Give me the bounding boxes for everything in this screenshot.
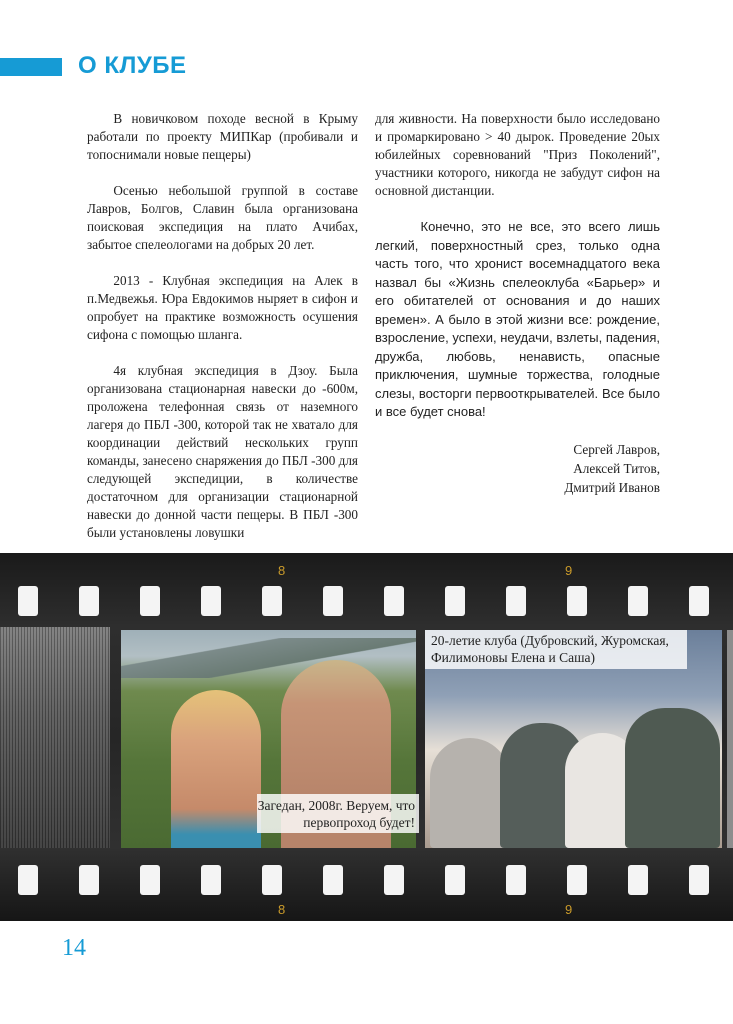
sprocket-hole (323, 586, 343, 616)
sprocket-hole (201, 865, 221, 895)
author-signatures (375, 440, 660, 497)
sprocket-hole (567, 865, 587, 895)
sprocket-hole (445, 865, 465, 895)
sprocket-hole (18, 865, 38, 895)
sprocket-hole (506, 865, 526, 895)
frame-number: 9 (565, 563, 573, 578)
article-left-column (87, 110, 358, 560)
sprocket-hole (323, 865, 343, 895)
frame-number: 9 (565, 902, 573, 917)
sprocket-hole (79, 586, 99, 616)
section-title: О КЛУБЕ (78, 52, 187, 79)
sprocket-hole (628, 586, 648, 616)
article-paragraph: В новичковом походе весной в Крыму работали по проекту МИПКар (пробивали и топоснимали новые пещеры) (87, 111, 358, 162)
photo-caption: Загедан, 2008г. Веруем, что первопроход будет! (257, 794, 419, 833)
sprocket-hole (140, 865, 160, 895)
article-paragraph: Осенью небольшой группой в составе Лавров, Болгов, Славин была организована поисковая экспедиция на плато Ачибах, забытое спелеологами на добрых 20 лет. (87, 183, 358, 252)
header-accent-bar (0, 58, 62, 76)
article-right-column (375, 110, 660, 497)
photo-grass-bw (0, 627, 110, 848)
author-name: Алексей Титов, (573, 460, 660, 476)
sprocket-hole (262, 865, 282, 895)
closing-paragraph: Конечно, это не все, это всего лишь легкий, поверхностный срез, только одна часть того, что хронист восемнадцатого века назвал бы «Жизнь спелеоклуба «Барьер» и его обитателей от основания и до наших времен». А было в этой жизни все: рождение, взросление, успехи, неудачи, взлеты, падения, дружба, любовь, ненависть, опасные приключения, шумные торжества, голодные слезы, восторги первооткрывателей. Все было и все будет снова! (375, 219, 660, 419)
sprocket-hole (445, 586, 465, 616)
sprocket-hole (628, 865, 648, 895)
sprocket-hole (384, 865, 404, 895)
sprocket-hole (18, 586, 38, 616)
sprocket-hole (689, 865, 709, 895)
author-name: Дмитрий Иванов (564, 479, 660, 495)
sprocket-hole (384, 586, 404, 616)
sprocket-hole (79, 865, 99, 895)
page-number: 14 (62, 935, 86, 961)
sprocket-hole (689, 586, 709, 616)
sprocket-hole (567, 586, 587, 616)
sprocket-hole (140, 586, 160, 616)
frame-number: 8 (278, 902, 286, 917)
frame-number: 8 (278, 563, 286, 578)
photo-edge-next-frame (727, 630, 733, 848)
article-paragraph: 4я клубная экспедиция в Дзоу. Была организована стационарная навески до -600м, проложена телефонная связь от наземного лагеря до ПБЛ -300, которой так не хватало для координации действий нескольких групп команды, занесено снаряжения до ПБЛ -300 для следующей экспедиции, в количестве достаточном для организации стационарной навески до донной части пещеры. В ПБЛ -300 были установлены ловушки (87, 363, 358, 540)
sprocket-hole (201, 586, 221, 616)
author-name: Сергей Лавров, (573, 441, 660, 457)
photo-caption: 20-летие клуба (Дубровский, Журомская, Филимоновы Елена и Саша) (425, 630, 687, 669)
sprocket-hole (506, 586, 526, 616)
article-paragraph: для живности. На поверхности было исследовано и промаркировано > 40 дырок. Проведение 20ых юбилейных соревнований "Приз Поколений", участники которого, никогда не забудут сифон на основной дистанции. (375, 111, 660, 198)
article-paragraph: 2013 - Клубная экспедиция на Алек в п.Медвежья. Юра Евдокимов ныряет в сифон и опробует на практике возможность осушения сифона с помощью шланга. (87, 273, 358, 342)
sprocket-hole (262, 586, 282, 616)
